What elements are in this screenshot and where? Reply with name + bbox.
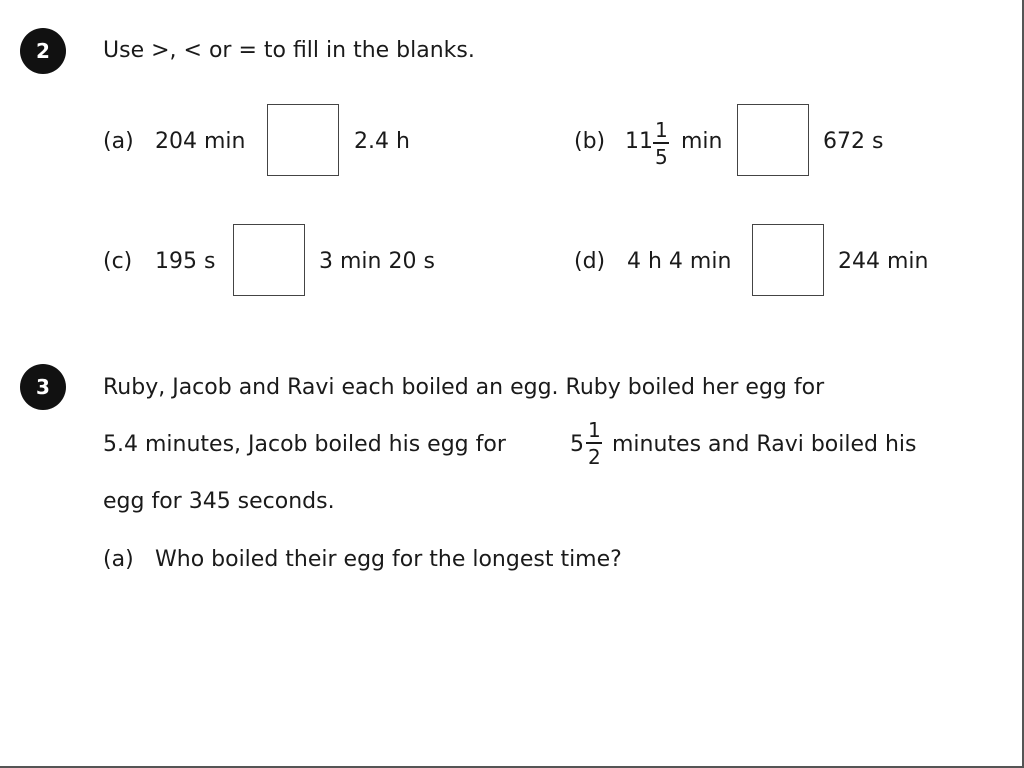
q2b-numerator: 1 bbox=[655, 118, 668, 142]
q3-denominator: 2 bbox=[588, 445, 601, 469]
q3-mixed-whole: 5 bbox=[570, 432, 584, 457]
q3-fraction bbox=[586, 420, 603, 467]
q3-line-3: egg for 345 seconds. bbox=[103, 489, 335, 514]
q3-line-2-end: minutes and Ravi boiled his bbox=[612, 432, 917, 457]
q3a-question: Who boiled their egg for the longest time? bbox=[155, 547, 622, 572]
question-3-badge bbox=[20, 364, 66, 410]
q3-numerator: 1 bbox=[588, 418, 601, 442]
q2b-whole: 11 bbox=[625, 129, 653, 154]
question-2-instruction: Use >, < or = to fill in the blanks. bbox=[103, 38, 475, 63]
q3a-label: (a) bbox=[103, 547, 134, 572]
q3-line-2-start: 5.4 minutes, Jacob boiled his egg for bbox=[103, 432, 506, 457]
q3-line-1: Ruby, Jacob and Ravi each boiled an egg. Ruby boiled her egg for bbox=[103, 375, 825, 400]
q2b-answer-box[interactable] bbox=[737, 104, 809, 176]
question-2-badge bbox=[20, 28, 66, 74]
q2d-answer-box[interactable] bbox=[752, 224, 824, 296]
question-3-number: 3 bbox=[36, 375, 50, 399]
q2b-right-value: 672 s bbox=[823, 129, 884, 154]
q2d-label: (d) bbox=[574, 249, 606, 274]
q2a-right-value: 2.4 h bbox=[354, 129, 410, 154]
q2b-left-unit: min bbox=[681, 129, 723, 154]
q2a-left-value: 204 min bbox=[155, 129, 246, 154]
q2b-label: (b) bbox=[574, 129, 606, 154]
q2c-left-value: 195 s bbox=[155, 249, 216, 274]
q2c-right-value: 3 min 20 s bbox=[319, 249, 435, 274]
q2c-answer-box[interactable] bbox=[233, 224, 305, 296]
q2d-left-value: 4 h 4 min bbox=[627, 249, 732, 274]
question-2-number: 2 bbox=[36, 39, 50, 63]
q2a-label: (a) bbox=[103, 129, 134, 154]
q2c-label: (c) bbox=[103, 249, 133, 274]
q2a-answer-box[interactable] bbox=[267, 104, 339, 176]
q2b-denominator: 5 bbox=[655, 145, 668, 169]
q2d-right-value: 244 min bbox=[838, 249, 929, 274]
q2b-fraction bbox=[653, 120, 670, 167]
